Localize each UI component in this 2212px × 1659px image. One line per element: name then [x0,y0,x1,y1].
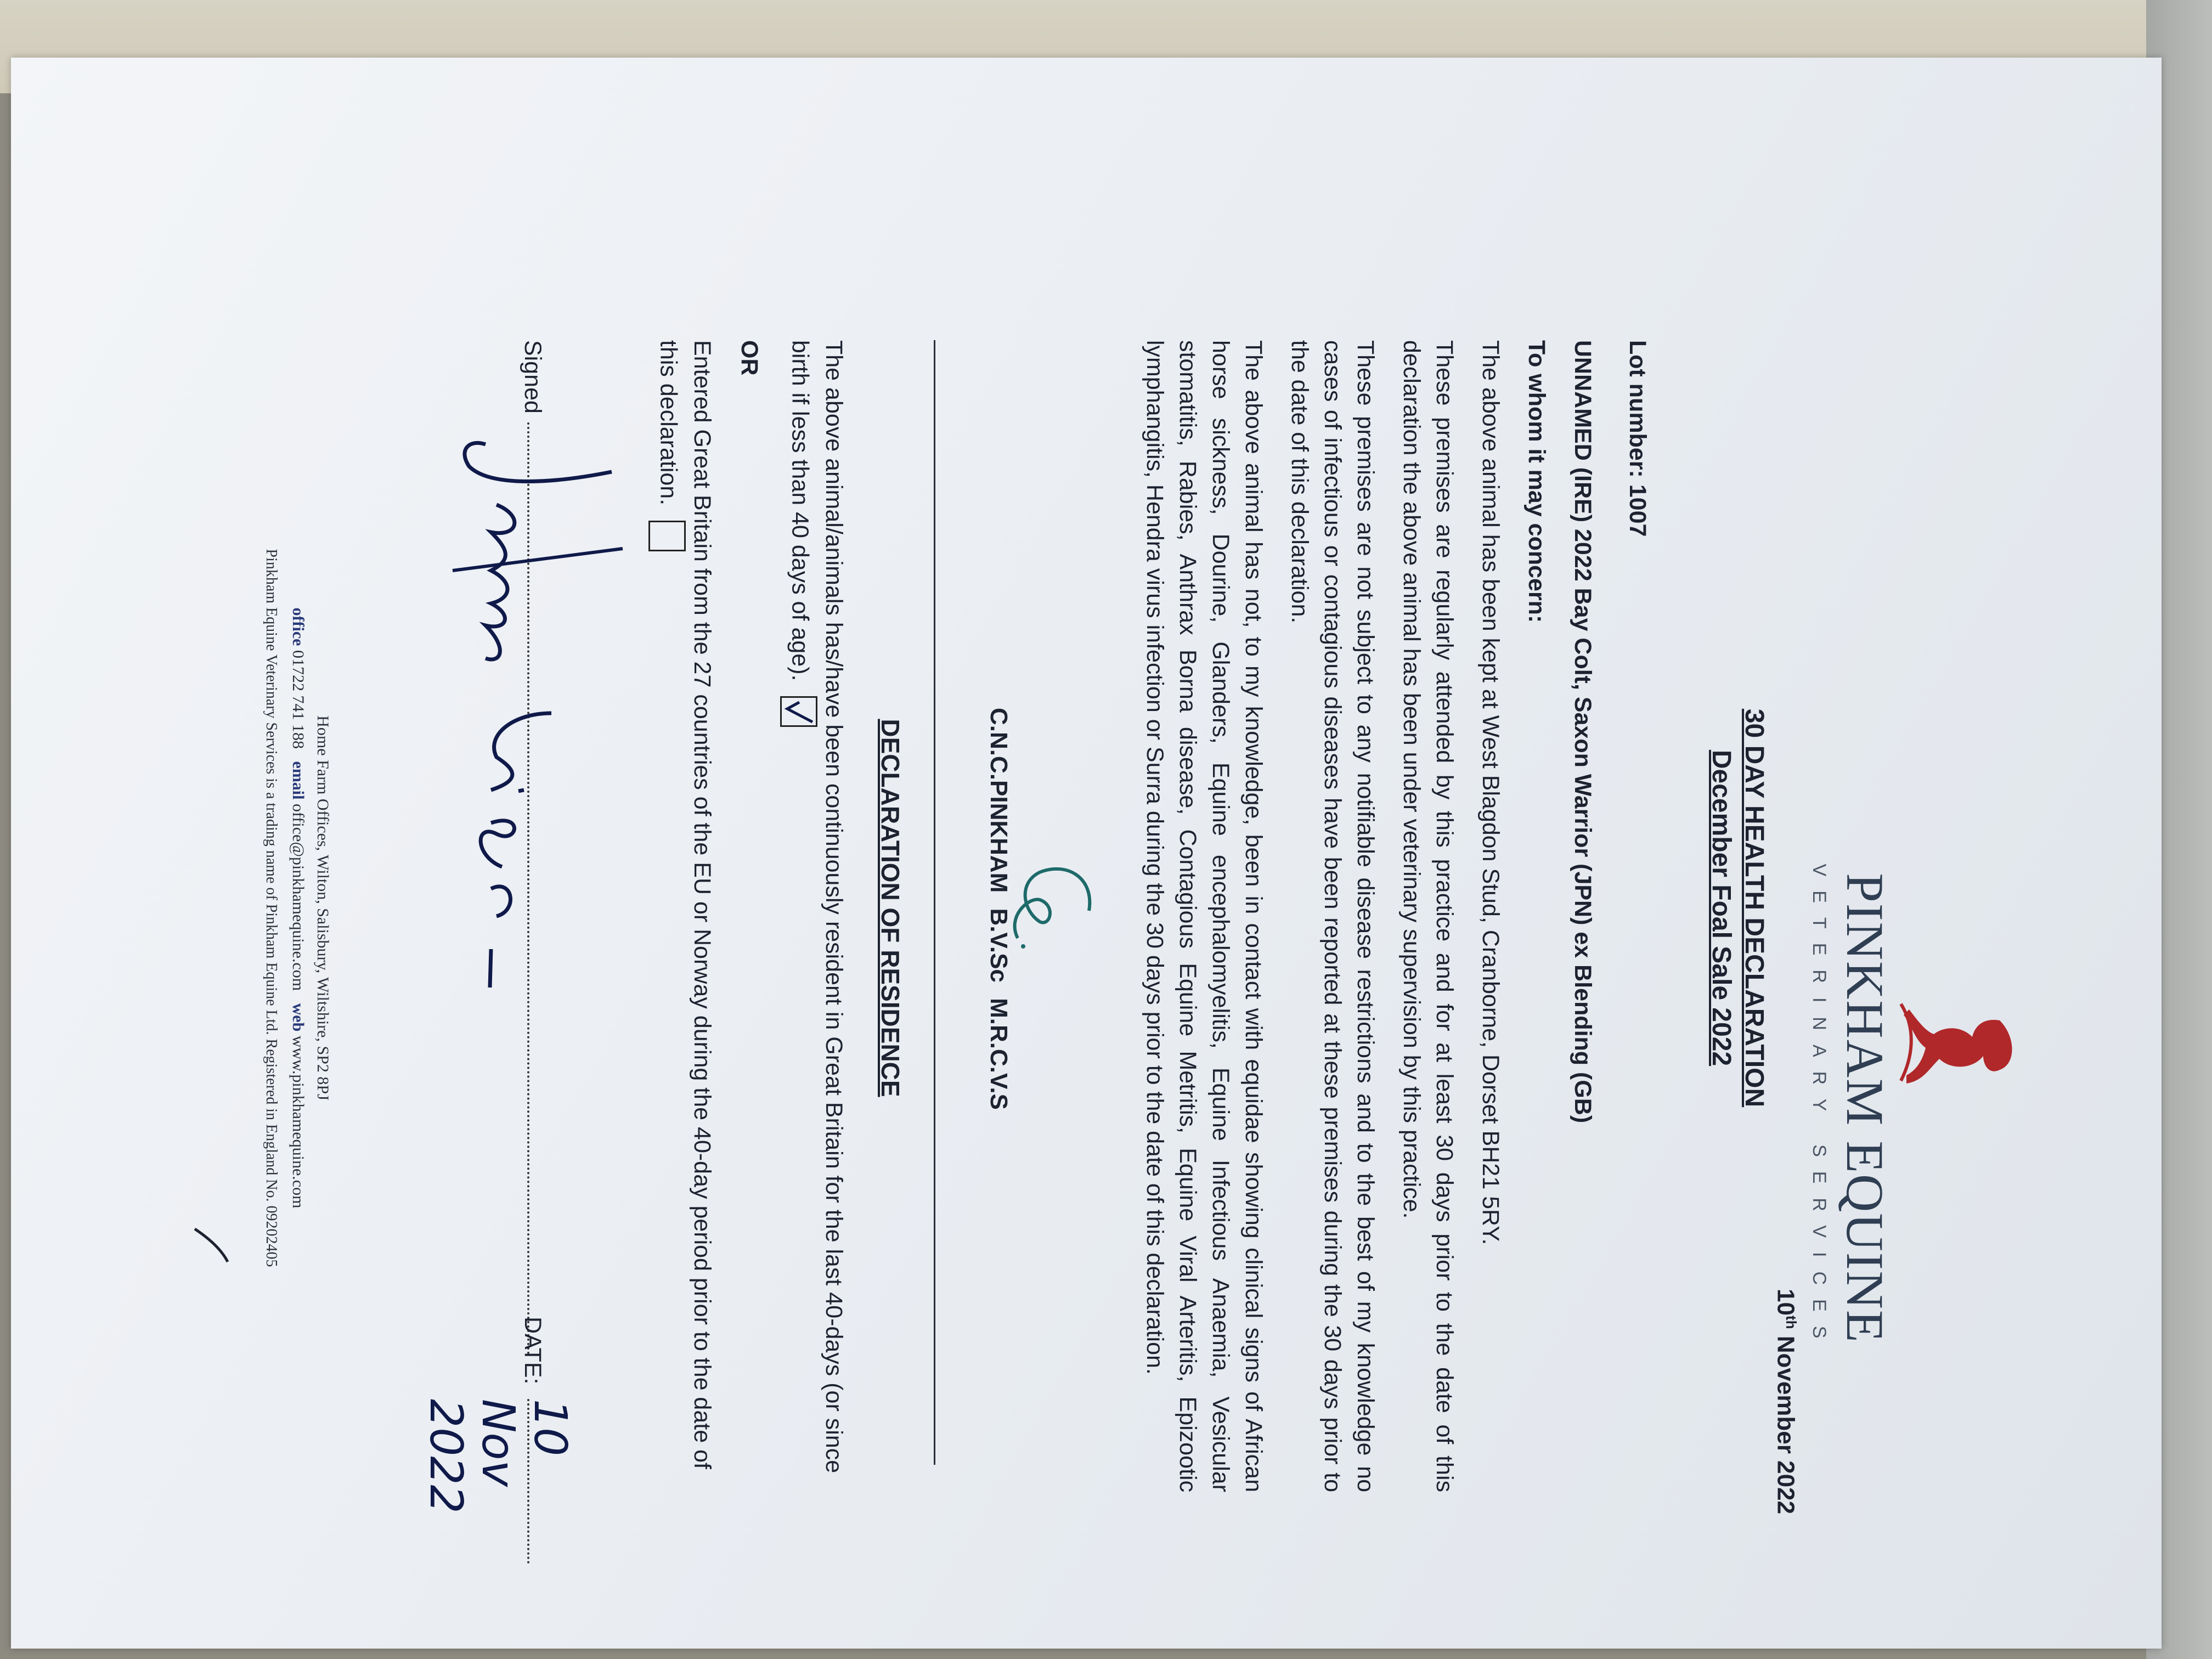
vet-name: C.N.C.PINKHAM B.V.Sc M.R.C.V.S [985,708,1012,1110]
date-label: DATE: [520,1317,546,1385]
paper-sheet [11,58,2162,1649]
pen-mark [189,1223,233,1267]
document-subtitle: December Foal Sale 2022 [1707,749,1736,1066]
footer-address: Home Farm Offices, Wilton, Salisbury, Wiltshire, SP2 8PJ [314,715,332,1101]
footer-legal: Pinkham Equine Veterinary Services is a trading name of Pinkham Equine Ltd. Registered in England No. 09202405 [263,549,280,1267]
handwritten-signature [425,406,634,1009]
section-divider [934,340,935,1465]
residence-body [634,340,850,1492]
residence-checkbox-2[interactable] [648,521,686,551]
logo-tagline: VETERINARY SERVICES [1809,864,1830,1353]
footer-contacts: office 01722 741 188 email office@pinkhamequine.com web www.pinkhamequine.com [289,607,307,1209]
animal-description: UNNAMED (IRE) 2022 Bay Colt, Saxon Warrior (JPN) ex Blending (GB) [1570,340,1596,1124]
logo [1791,834,2022,1383]
health-declaration-document [107,236,2055,1580]
logo-name: PINKHAM EQUINE [1836,873,1894,1344]
salutation: To whom it may concern: [1523,340,1550,623]
residence-option-1: The above animal/animals has/have been continuously resident in Great Britain for the last 40-days (or since birth if less than 40 days of age). [780,340,850,1492]
or-label: OR [736,340,763,376]
paragraph-contact: The above animal has not, to my knowledge, been in contact with equidae showing clinical signs of African horse sickness, Dourine, Glanders, Equine encephalomyelitis, Equine Infectious Anaemia, Vesicular stomatitis, Rabies, Anthrax Borna disease, Contagious Equine Metritis, Equine Viral Arteritis, Epizootic lymphangitis, Hendra virus infection or Surra during the 30 days prior to the date of this declaration. [1142,340,1267,1492]
signed-label: Signed [520,340,546,414]
check-icon [782,698,816,725]
handwritten-date: 10 Nov 2022 [420,1399,576,1514]
residence-checkbox-1[interactable] [780,696,817,727]
lot-number: Lot number: 1007 [1624,340,1651,537]
declaration-body [1125,340,1654,1492]
vet-signature [1001,845,1100,955]
document-date: 10th November 2022 [1772,1288,1799,1514]
paragraph-premises: The above animal has been kept at West Blagdon Stud, Cranborne, Dorset BH21 5RY. [1477,340,1504,1245]
residence-option-2: Entered Great Britain from the 27 countries of the EU or Norway during the 40-day period prior to the date of this declaration. [648,340,719,1492]
residence-title: DECLARATION OF RESIDENCE [876,719,905,1097]
document-title: 30 DAY HEALTH DECLARATION [1740,708,1769,1108]
horse-logo-icon [1890,988,2022,1097]
paragraph-restrictions: These premises are not subject to any notifiable disease restrictions and to the best of my knowledge no cases of infectious or contagious diseases have been reported at these premises during the 30 days prior to the date of this declaration. [1286,340,1379,1492]
paragraph-supervision: These premises are regularly attended by this practice and for at least 30 days prior to the date of this declaration the above animal has been under veterinary supervision by this practice. [1398,340,1458,1492]
